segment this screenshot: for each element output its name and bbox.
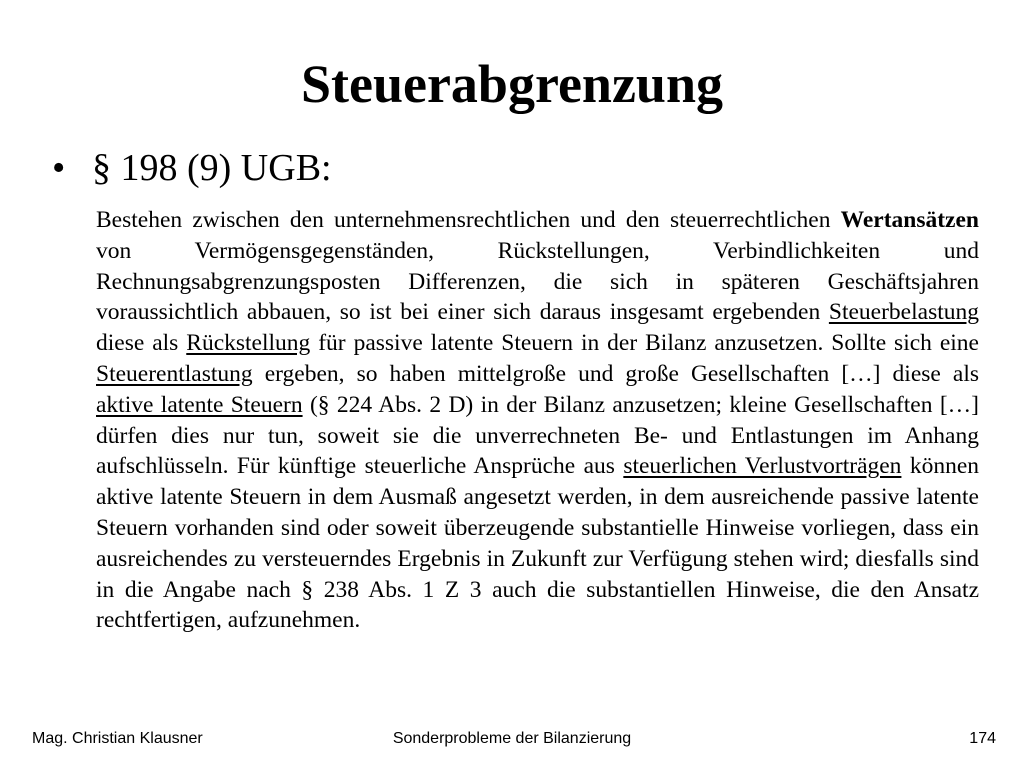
underlined-term-steuerbelastung: Steuerbelastung	[828, 299, 979, 326]
text-segment: für passive latente Steuern in der Bilanz anzusetzen. Sollte sich eine	[310, 330, 979, 357]
footer-author: Mag. Christian Klausner	[32, 730, 203, 747]
slide-title: Steuerabgrenzung	[300, 54, 723, 114]
text-segment: diese als	[96, 330, 187, 357]
bullet-heading: § 198 (9) UGB:	[92, 147, 332, 189]
footer-topic: Sonderprobleme der Bilanzierung	[392, 730, 632, 747]
text-segment: Bestehen zwischen den unternehmensrechtlichen und den steuerrechtlichen	[96, 207, 841, 233]
text-segment: ergeben, so haben mittelgroße und große Gesellschaften […] diese als	[252, 360, 979, 387]
underlined-term-rueckstellung: Rückstellung	[186, 330, 311, 357]
bullet-marker: •	[52, 147, 66, 189]
underlined-term-verlustvortraege: steuerlichen Verlustvorträgen	[623, 453, 902, 480]
underlined-term-steuerentlastung: Steuerentlastung	[96, 360, 253, 387]
text-segment: (§ 224 Abs. 2 D) in der Bilanz anzusetzen; kleine Gesellschaften […] dürfen dies nur tun, soweit sie die unverrechneten Be- und Entlastungen im Anhang aufschlüsseln. Für künftige steuerliche Ansprüche aus	[96, 391, 979, 480]
bullet-item	[52, 144, 332, 192]
footer-page-number: 174	[969, 730, 996, 747]
text-segment: von Vermögensgegenständen, Rückstellungen, Verbindlichkeiten und Rechnungsabgrenzungsposten Differenzen, die sich in späteren Geschäftsjahren voraussichtlich abbauen, so ist bei einer sich daraus insgesamt ergebenden	[96, 237, 979, 326]
text-segment: können aktive latente Steuern in dem Ausmaß angesetzt werden, in dem ausreichende passive latente Steuern vorhanden sind oder soweit überzeugende substantielle Hinweise vorliegen, dass ein ausreichendes zu versteuerndes Ergebnis in Zukunft zur Verfügung stehen wird; diesfalls sind in die Angabe nach § 238 Abs. 1 Z 3 auch die substantiellen Hinweise, die den Ansatz rechtfertigen, aufzunehmen.	[96, 453, 979, 634]
bold-term-wertansaetze: Wertansätzen	[840, 207, 979, 233]
legal-text-paragraph	[96, 205, 979, 636]
underlined-term-aktive-latente-steuern: aktive latente Steuern	[96, 391, 303, 418]
